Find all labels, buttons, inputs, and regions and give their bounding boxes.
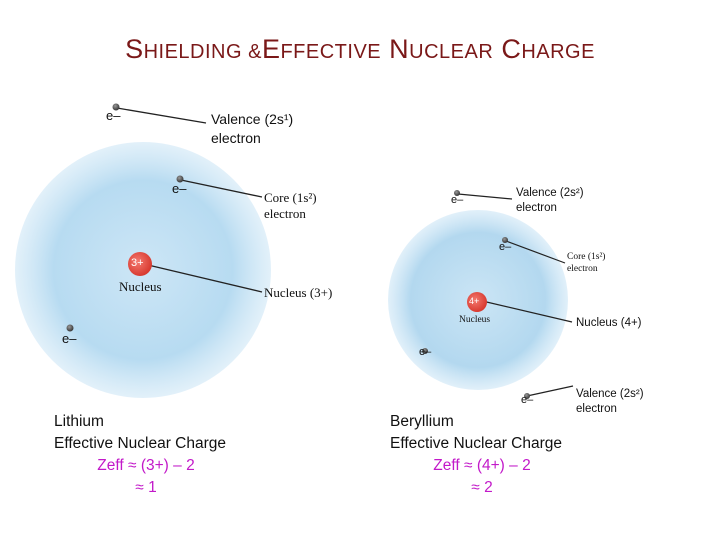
- label-line: electron: [576, 403, 617, 415]
- label-line: electron: [211, 130, 261, 146]
- label-line: electron: [516, 202, 557, 214]
- valence-leader-line: [527, 386, 573, 396]
- label-line: Core (1s²): [264, 190, 317, 205]
- electron-symbol: e–: [499, 241, 512, 253]
- formula-line: Zeff ≈ (3+) – 2: [97, 457, 195, 474]
- title-word-rest: FFECTIVE: [280, 41, 382, 63]
- nucleus-label: Nucleus (4+): [576, 317, 642, 329]
- electron-symbol: e–: [419, 346, 432, 358]
- element-name: Lithium: [54, 413, 104, 430]
- nucleus-inner-label: Nucleus: [459, 315, 491, 325]
- label-line: electron: [567, 264, 598, 274]
- label-line: Valence (2s²): [576, 388, 644, 400]
- valence-label: [576, 387, 644, 417]
- valence-label: [211, 110, 293, 148]
- title-word-rest: HIELDING: [143, 41, 243, 63]
- title-word-initial: C: [501, 34, 522, 64]
- formula-line: Zeff ≈ (4+) – 2: [433, 457, 531, 474]
- nucleus-charge: 4+: [469, 296, 480, 306]
- beryllium-atom: [388, 190, 573, 399]
- label-line: electron: [264, 206, 306, 221]
- label-line: Valence (2s²): [516, 187, 584, 199]
- formula-result: ≈ 1: [135, 479, 157, 496]
- title-word-initial: S: [125, 34, 144, 64]
- title-ampersand: &: [242, 41, 262, 63]
- core-label: [264, 190, 317, 222]
- title-word-rest: UCLEAR: [409, 41, 494, 63]
- valence-label: [516, 186, 584, 216]
- nucleus-inner-label: Nucleus: [119, 279, 162, 294]
- nucleus-charge: 3+: [131, 257, 144, 269]
- label-line: Core (1s²): [567, 252, 606, 262]
- caption-subtitle: Effective Nuclear Charge: [54, 435, 227, 452]
- core-label: [567, 251, 605, 275]
- valence-leader-line: [458, 194, 512, 199]
- title-word-initial: E: [261, 34, 281, 64]
- label-line: Valence (2s¹): [211, 111, 294, 127]
- electron-symbol: e–: [106, 108, 121, 123]
- electron-symbol: e–: [521, 394, 534, 406]
- valence-leader-line: [117, 108, 206, 123]
- electron-symbol: e–: [172, 181, 187, 196]
- electron-symbol: e–: [451, 194, 464, 206]
- title-word-initial: N: [389, 34, 410, 64]
- beryllium-caption: [390, 411, 562, 455]
- formula-result: ≈ 2: [471, 479, 493, 496]
- lithium-zeff-formula: [54, 455, 238, 499]
- lithium-caption: [54, 411, 226, 455]
- title-word-rest: HARGE: [521, 41, 595, 63]
- caption-subtitle: Effective Nuclear Charge: [390, 435, 563, 452]
- electron-symbol: e–: [62, 331, 77, 346]
- beryllium-zeff-formula: [390, 455, 574, 499]
- nucleus-label: Nucleus (3+): [264, 285, 333, 300]
- element-name: Beryllium: [390, 413, 454, 430]
